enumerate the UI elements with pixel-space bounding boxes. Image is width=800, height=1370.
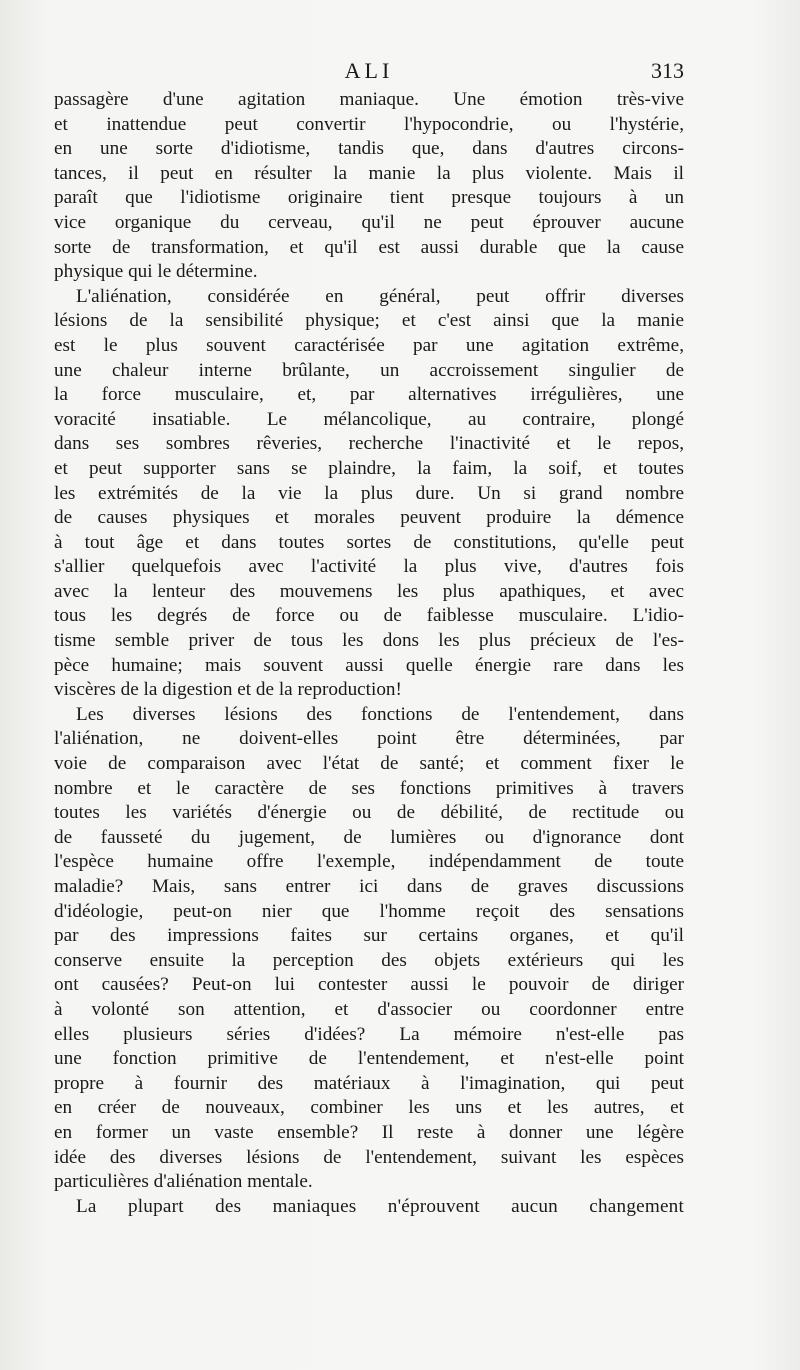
text-line: toutes les variétés d'énergie ou de débilité, de rectitude ou xyxy=(54,802,684,824)
text-line: et inattendue peut convertir l'hypocondrie, ou l'hystérie, xyxy=(54,113,684,135)
text-line: ont causées? Peut-on lui contester aussi le pouvoir de diriger xyxy=(54,974,684,996)
paragraph-first-line: L'aliénation, considérée en général, peut offrir diverses xyxy=(76,285,684,307)
text-line: de fausseté du jugement, de lumières ou d'ignorance dont xyxy=(54,826,684,848)
text-line: les extrémités de la vie la plus dure. Un si grand nombre xyxy=(54,482,684,504)
text-line: lésions de la sensibilité physique; et c'est ainsi que la manie xyxy=(54,310,684,332)
text-line: elles plusieurs séries d'idées? La mémoire n'est-elle pas xyxy=(54,1023,684,1045)
text-line: s'allier quelquefois avec l'activité la plus vive, d'autres fois xyxy=(54,556,684,578)
text-line: est le plus souvent caractérisée par une agitation extrême, xyxy=(54,334,684,356)
text-line: à tout âge et dans toutes sortes de constitutions, qu'elle peut xyxy=(54,531,684,553)
text-line: pèce humaine; mais souvent aussi quelle énergie rare dans les xyxy=(54,654,684,676)
text-line: sorte de transformation, et qu'il est aussi durable que la cause xyxy=(54,236,684,258)
text-line: tous les degrés de force ou de faiblesse musculaire. L'idio- xyxy=(54,605,684,627)
text-line: viscères de la digestion et de la reproduction! xyxy=(54,679,402,701)
text-line: de causes physiques et morales peuvent produire la démence xyxy=(54,507,684,529)
text-line: passagère d'une agitation maniaque. Une émotion très-vive xyxy=(54,89,684,110)
text-line: propre à fournir des matériaux à l'imagination, qui peut xyxy=(54,1072,684,1094)
running-head xyxy=(54,58,684,88)
text-line: en créer de nouveaux, combiner les uns et les autres, et xyxy=(54,1097,684,1119)
text-line: une fonction primitive de l'entendement, et n'est-elle point xyxy=(54,1048,684,1070)
text-line: et peut supporter sans se plaindre, la faim, la soif, et toutes xyxy=(54,457,684,479)
text-line: en former un vaste ensemble? Il reste à donner une légère xyxy=(54,1121,684,1143)
text-line: une chaleur interne brûlante, un accroissement singulier de xyxy=(54,359,684,381)
text-line: idée des diverses lésions de l'entendement, suivant les espèces xyxy=(54,1146,684,1168)
text-line: à volonté son attention, et d'associer ou coordonner entre xyxy=(54,998,684,1020)
running-title: ALI xyxy=(344,58,394,83)
text-line: vice organique du cerveau, qu'il ne peut éprouver aucune xyxy=(54,211,684,233)
text-line: maladie? Mais, sans entrer ici dans de graves discussions xyxy=(54,876,684,897)
text-line: conserve ensuite la perception des objets extérieurs qui les xyxy=(54,949,684,971)
paragraph-first-line: La plupart des maniaques n'éprouvent aucun changement xyxy=(76,1195,684,1217)
text-line: la force musculaire, et, par alternatives irrégulières, une xyxy=(54,384,684,406)
text-line: tances, il peut en résulter la manie la plus violente. Mais il xyxy=(54,162,684,184)
text-line: d'idéologie, peut-on nier que l'homme reçoit des sensations xyxy=(54,900,684,922)
text-line: l'aliénation, ne doivent-elles point être déterminées, par xyxy=(54,728,684,750)
text-line: l'espèce humaine offre l'exemple, indépendamment de toute xyxy=(54,851,684,873)
text-line: paraît que l'idiotisme originaire tient presque toujours à un xyxy=(54,187,684,209)
text-line: particulières d'aliénation mentale. xyxy=(54,1171,313,1193)
text-line: avec la lenteur des mouvemens les plus apathiques, et avec xyxy=(54,580,684,602)
text-line: tisme semble priver de tous les dons les plus précieux de l'es- xyxy=(54,630,684,652)
text-line: physique qui le détermine. xyxy=(54,261,258,283)
body-text xyxy=(54,88,684,1219)
text-line: par des impressions faites sur certains organes, et qu'il xyxy=(54,925,684,947)
text-line: voie de comparaison avec l'état de santé; et comment fixer le xyxy=(54,753,684,775)
text-line: voracité insatiable. Le mélancolique, au contraire, plongé xyxy=(54,408,684,430)
text-line: dans ses sombres rêveries, recherche l'inactivité et le repos, xyxy=(54,433,684,455)
text-line: en une sorte d'idiotisme, tandis que, dans d'autres circons- xyxy=(54,138,684,160)
page-number: 313 xyxy=(651,58,684,83)
paragraph-first-line: Les diverses lésions des fonctions de l'entendement, dans xyxy=(76,703,684,725)
text-line: nombre et le caractère de ses fonctions primitives à travers xyxy=(54,777,684,799)
